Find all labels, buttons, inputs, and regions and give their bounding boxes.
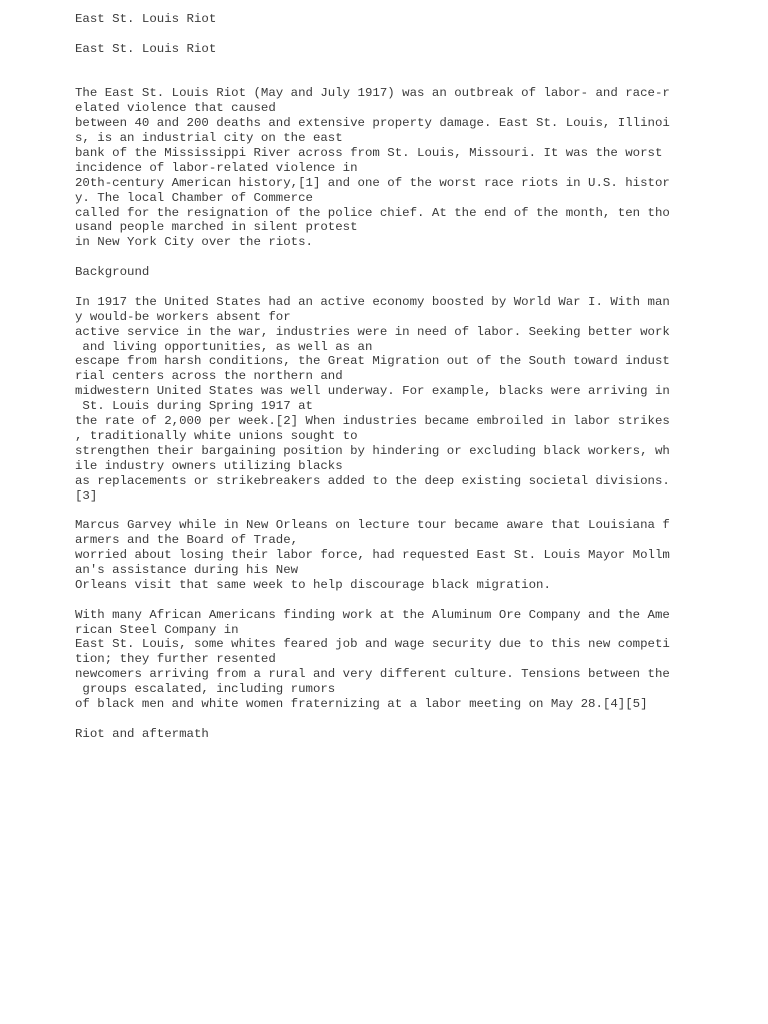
text-line: St. Louis during Spring 1917 at (75, 399, 313, 414)
text-line: y would-be workers absent for (75, 309, 291, 324)
text-line: Orleans visit that same week to help discourage black migration. (75, 577, 551, 592)
text-line: as replacements or strikebreakers added to the deep existing societal divisions. (75, 473, 670, 488)
text-line: and living opportunities, as well as an (75, 339, 373, 354)
text-line: escape from harsh conditions, the Great Migration out of the South toward indust (75, 354, 670, 369)
text-line: The East St. Louis Riot (May and July 1917) was an outbreak of labor- and race-r (75, 86, 670, 101)
text-line: tion; they further resented (75, 652, 276, 667)
text-line: s, is an industrial city on the east (75, 131, 343, 146)
text-line: 20th-century American history,[1] and one of the worst race riots in U.S. histor (75, 175, 670, 190)
text-line: active service in the war, industries were in need of labor. Seeking better work (75, 324, 670, 339)
text-line: Marcus Garvey while in New Orleans on lecture tour became aware that Louisiana f (75, 518, 670, 533)
background-paragraph-1 (75, 295, 755, 503)
text-line: strengthen their bargaining position by hindering or excluding black workers, wh (75, 443, 670, 458)
text-line: an's assistance during his New (75, 562, 299, 577)
text-line: called for the resignation of the police chief. At the end of the month, ten tho (75, 205, 670, 220)
text-line: of black men and white women fraternizing at a labor meeting on May 28.[4][5] (75, 696, 648, 711)
text-line: bank of the Mississippi River across from St. Louis, Missouri. It was the worst (75, 146, 663, 161)
text-line: y. The local Chamber of Commerce (75, 190, 313, 205)
text-line: between 40 and 200 deaths and extensive property damage. East St. Louis, Illinoi (75, 116, 670, 131)
background-paragraph-3 (75, 608, 755, 712)
document-title: East St. Louis Riot (75, 41, 217, 56)
text-line: groups escalated, including rumors (75, 682, 336, 697)
text-line: With many African Americans finding work at the Aluminum Ore Company and the Ame (75, 607, 670, 622)
text-line: worried about losing their labor force, had requested East St. Louis Mayor Mollm (75, 548, 670, 563)
page-header: East St. Louis Riot (75, 12, 217, 26)
text-line: , traditionally white unions sought to (75, 428, 358, 443)
text-line: midwestern United States was well underway. For example, blacks were arriving in (75, 384, 670, 399)
text-line: elated violence that caused (75, 101, 276, 116)
text-line: In 1917 the United States had an active economy boosted by World War I. With man (75, 294, 670, 309)
text-line: incidence of labor-related violence in (75, 160, 358, 175)
intro-paragraph (75, 86, 755, 250)
text-line: East St. Louis, some whites feared job and wage security due to this new competi (75, 637, 670, 652)
text-line: the rate of 2,000 per week.[2] When industries became embroiled in labor strikes (75, 414, 670, 429)
text-line: rican Steel Company in (75, 622, 239, 637)
text-line: armers and the Board of Trade, (75, 533, 299, 548)
background-paragraph-2 (75, 518, 755, 592)
document-page (75, 12, 755, 742)
section-heading-background: Background (75, 265, 150, 280)
text-line: usand people marched in silent protest (75, 220, 358, 235)
text-line: rial centers across the northern and (75, 369, 343, 384)
text-line: in New York City over the riots. (75, 235, 313, 250)
text-line: ile industry owners utilizing blacks (75, 458, 343, 473)
text-line: newcomers arriving from a rural and very different culture. Tensions between the (75, 667, 670, 682)
section-heading-riot: Riot and aftermath (75, 726, 209, 741)
text-line: [3] (75, 488, 98, 503)
